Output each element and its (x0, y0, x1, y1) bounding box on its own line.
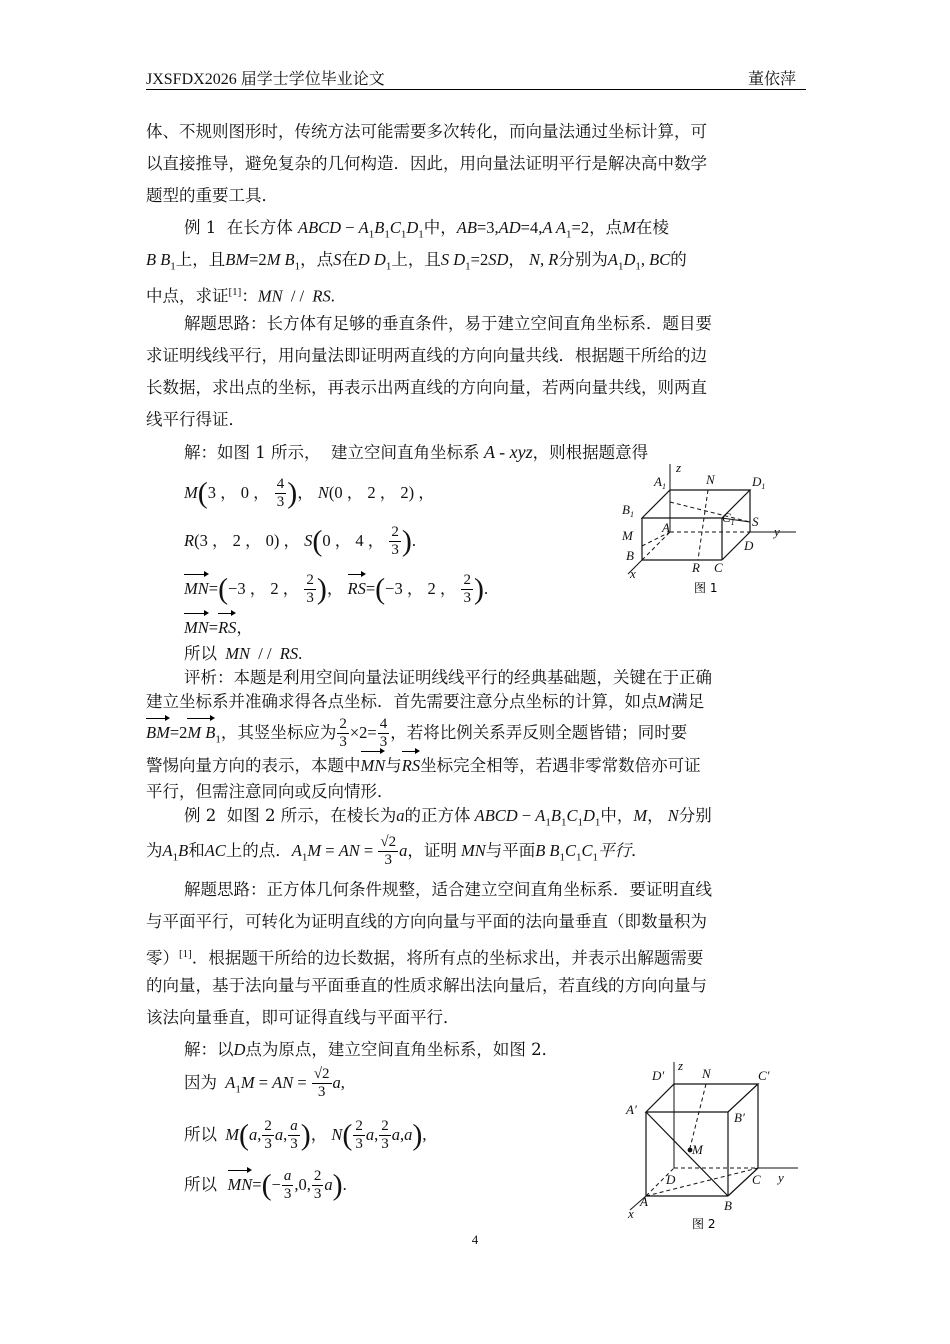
solution-1-intro: 解：如图 1 所示， 建立空间直角坐标系 A - xyz，则根据题意得 (184, 442, 649, 462)
page-header (146, 66, 806, 88)
example-2-line-2: 为$A_1B$和AC上的点．$A_1M$ = AN = $\frac{√2}{3}$ a，证明 MN与平面B $B_1C_1C_1$平行． (146, 834, 648, 868)
idea-2-line-4: 的向量，基于法向量与平面垂直的性质求解出法向量后，若直线的方向向量与 (146, 976, 707, 995)
solution-2-vector: 所以 MN=(− $\frac{a}{3}$ ,0, $\frac{2}{3}$ a). (184, 1168, 347, 1202)
fig1-label-r: R (692, 560, 700, 575)
solution-2-points: 所以 M(a, $\frac{2}{3}$ a, $\frac{a}{3}$ )， N( $\frac{2}{3}$ a, $\frac{2}{3}$ a,a), (184, 1118, 427, 1152)
idea-2-line-3: 零）[1]．根据题干所给的边长数据，将所有点的坐标求出，并表示出解题需要 (146, 948, 704, 968)
fig1-label-a: A (662, 520, 670, 535)
fig1-label-b1: $B_1$ (622, 502, 634, 519)
evaluation-line-4: 警惕向量方向的表示，本题中MN与RS坐标完全相等，若遇非零常数倍亦可证 (146, 750, 701, 782)
fig2-label-y: y (778, 1170, 784, 1185)
example-1-line-1: 例 1 在长方体 ABCD − $A_1B_1C_1D_1$中，AB=3,AD=4,A $A_1=2$，点M在棱 (184, 218, 669, 241)
fig2-label-m: M (692, 1142, 703, 1157)
fig2-label-d: D (666, 1172, 676, 1187)
idea-2-line-2: 与平面平行，可转化为证明直线的方向向量与平面的法向量垂直（即数量积为 (146, 912, 707, 931)
fig1-label-y: y (774, 524, 780, 539)
coords-m-n: M(3 ， 0 ， $\frac{4}{3}$ )， N(0 ， 2 ， 2) ， (184, 476, 435, 510)
fig2-label-z: z (678, 1058, 684, 1073)
page-number: 4 (471, 1232, 479, 1247)
fig2-label-a: A (640, 1194, 648, 1209)
intro-line-1: 体、不规则图形时，传统方法可能需要多次转化，而向量法通过坐标计算，可 (146, 122, 707, 141)
idea-1-line-2: 求证明线线平行，用向量法即证明两直线的方向向量共线．根据题干所给的边 (146, 346, 707, 365)
fig1-label-d1: $D_1$ (752, 474, 766, 491)
conclusion-1: 所以 MN / / RS. (184, 644, 303, 663)
fig1-label-c: C (714, 560, 723, 575)
fig2-label-x: x (628, 1206, 634, 1221)
header-rule (146, 89, 806, 90)
idea-1-line-1: 解题思路：长方体有足够的垂直条件，易于建立空间直角坐标系．题目要 (184, 314, 712, 333)
example-1-line-2: B $B_1$上，且BM=2M $B_1$，点S在D $D_1$上，且S $D_1=2SD$， N, R分别为$A_1D_1$, BC的 (146, 250, 687, 273)
fig2-label-d-prime: D′ (652, 1068, 665, 1083)
fig1-label-n: N (706, 472, 715, 487)
example-1-line-3: 中点，求证[1]：MN / / RS. (146, 286, 335, 306)
fig2-label-b-prime: B′ (734, 1110, 745, 1125)
fig1-label-m: M (622, 528, 633, 543)
idea-2-line-5: 该法向量垂直，即可证得直线与平面平行． (146, 1008, 460, 1027)
solution-2-because: 因为 $A_1M$ = AN = $\frac{√2}{3}$ a, (184, 1066, 345, 1100)
fig1-label-b: B (626, 548, 634, 563)
header-right: 董依萍 (747, 69, 796, 88)
example-2-line-1: 例 2 如图 2 所示，在棱长为a的正方体 ABCD − $A_1B_1C_1D_1$中，M， N分别 (184, 806, 712, 829)
idea-1-line-4: 线平行得证． (146, 410, 245, 429)
idea-1-line-3: 长数据，求出点的坐标，再表示出两直线的方向向量，若两向量共线，则两直 (146, 378, 707, 397)
fig2-label-n: N (702, 1066, 711, 1081)
fig1-label-c1: $C_1$ (722, 510, 735, 527)
fig2-label-c: C (752, 1172, 761, 1187)
fig2-label-b: B (724, 1198, 732, 1213)
fig1-label-x: x (630, 566, 636, 581)
vectors-mn-rs: MN=(−3 ， 2 ， $\frac{2}{3}$ )， RS=(−3 ， 2 ， $\frac{2}{3}$ ). (184, 572, 489, 606)
coords-r-s: R(3 ， 2 ， 0) ， S(0 ， 4 ， $\frac{2}{3}$ ). (184, 524, 416, 558)
fig1-label-s: S (752, 514, 759, 529)
fig1-label-a1: $A_1$ (654, 474, 666, 491)
idea-2-line-1: 解题思路：正方体几何条件规整，适合建立空间直角坐标系．要证明直线 (184, 880, 712, 899)
solution-2-line-1: 解：以D点为原点，建立空间直角坐标系，如图 2． (184, 1040, 559, 1059)
evaluation-line-5: 平行，但需注意同向或反向情形． (146, 782, 394, 801)
figure-1-cuboid (618, 460, 800, 600)
fig1-label-d: D (744, 538, 754, 553)
fig2-label-c-prime: C′ (758, 1068, 770, 1083)
evaluation-line-1: 评析：本题是利用空间向量法证明线线平行的经典基础题，关键在于正确 (184, 668, 712, 687)
fig2-label-a-prime: A′ (626, 1102, 637, 1117)
intro-line-2: 以直接推导，避免复杂的几何构造．因此，用向量法证明平行是解决高中数学 (146, 154, 707, 173)
fig2-caption: 图 2 (692, 1217, 716, 1231)
fig1-label-z: z (676, 460, 682, 475)
evaluation-line-2: 建立坐标系并准确求得各点坐标．首先需要注意分点坐标的计算，如点M满足 (146, 692, 705, 711)
fig1-caption: 图 1 (694, 581, 718, 595)
figure-2-cube (622, 1058, 802, 1234)
header-left: JXSFDX2026 届学士学位毕业论文 (146, 71, 385, 88)
vector-equality: MN=RS， (146, 612, 253, 644)
intro-line-3: 题型的重要工具． (146, 186, 278, 205)
evaluation-line-3: BM=2M $B_1$，其竖坐标应为 $\frac{2}{3}$ ×2= $\frac{4}{3}$ ，若将比例关系弄反则全题皆错；同时要 (146, 716, 688, 750)
